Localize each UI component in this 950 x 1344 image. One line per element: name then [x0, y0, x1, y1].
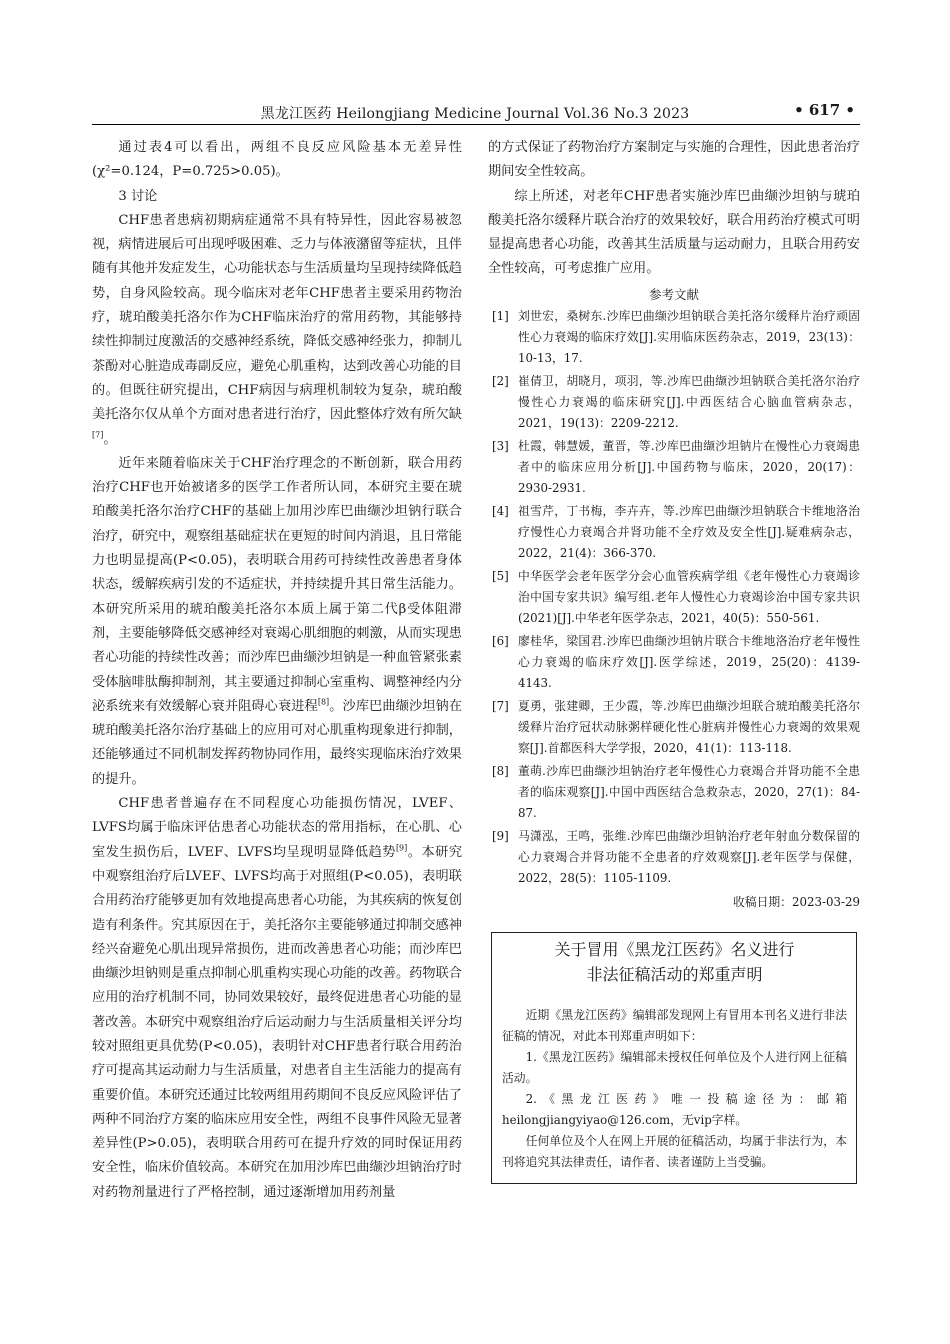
reference-item [488, 826, 860, 890]
reference-text: 廖桂华，梁国君.沙库巴曲缬沙坦钠片联合卡维地洛治疗老年慢性心力衰竭的临床疗效[J].医学综述，2019，25(20)：4139-4143. [518, 633, 860, 691]
notice-title: 非法征稿活动的郑重声明 [586, 965, 763, 984]
citation: [9] [395, 843, 408, 853]
paragraph-text: CHF患者患病初期病症通常不具有特异性，因此容易被忽视，病情进展后可出现呼吸困难、乏力与体液潴留等症状，且伴随有其他并发症发生，心功能状态与生活质量均呈现持续降低趋势，自身风险较高。现今临床对老年CHF患者主要采用药物治疗，琥珀酸美托洛尔作为CHF临床治疗的常用药物，其能够持续性抑制过度激活的交感神经系统，降低交感神经张力，抑制儿茶酚对心脏造成毒副反应，避免心肌重构，达到改善心功能的目的。但既往研究提出，CHF病因与病理机制较为复杂，琥珀酸美托洛尔仅从单个方面对患者进行治疗，因此整体疗效有所欠缺 [92, 212, 462, 423]
reference-item [488, 761, 860, 825]
paragraph-text: 近年来随着临床关于CHF治疗理念的不断创新，联合用药治疗CHF也开始被诸多的医学工作者所认同，本研究主要在琥珀酸美托洛尔治疗CHF的基础上加用沙库巴曲缬沙坦钠行联合治疗，研究中，观察组基础症状在更短的时间内消退，且日常能力也明显提高(P<0.05)，表明联合用药可持续性改善患者身体状态，缓解疾病引发的不适症状，并持续提升其日常生活能力。本研究所采用的琥珀酸美托洛尔本质上属于第二代β受体阻滞剂，主要能够降低交感神经对衰竭心肌细胞的刺激，从而实现患者心功能的持续性改善；而沙库巴曲缬沙坦钠是一种血管紧张素受体脑啡肽酶抑制剂，其主要通过抑制心室重构、调整神经内分泌系统来有效缓解心衰并阻碍心衰进程 [92, 455, 462, 714]
notice-paragraph: 2.《黑龙江医药》唯一投稿途径为：邮箱heilongjiangyiyao@126.com，无vip字样。 [502, 1092, 847, 1127]
reference-text: 祖雪芹，丁书梅，李卉卉，等.沙库巴曲缬沙坦钠联合卡维地洛治疗慢性心力衰竭合并肾功能不全疗效及安全性[J].疑难病杂志，2022，21(4)：366-370. [518, 503, 860, 561]
references-title: 参考文献 [648, 286, 699, 302]
notice-paragraph: 1.《黑龙江医药》编辑部未授权任何单位及个人进行网上征稿活动。 [502, 1050, 847, 1085]
paragraph [92, 452, 462, 792]
notice-paragraph: 任何单位及个人在网上开展的征稿活动，均属于非法行为，本刊将追究其法律责任，请作者、读者谨防上当受骗。 [502, 1134, 847, 1169]
header-rule [92, 124, 860, 125]
reference-number: [9] [492, 828, 509, 843]
paragraph-text: 。本研究中观察组治疗后LVEF、LVFS均高于对照组(P<0.05)，表明联合用药治疗能够更加有效地提高患者心功能，为其疾病的恢复创造有利条件。究其原因在于，美托洛尔主要能够通过抑制交感神经兴奋避免心肌出现异常损伤，进而改善患者心功能；而沙库巴曲缬沙坦钠则是重点抑制心肌重构实现心功能的改善。药物联合应用的治疗机制不同，协同效果较好，最终促进患者心功能的显著改善。本研究中观察组治疗后运动耐力与生活质量相关评分均较对照组更具优势(P<0.05)，表明针对CHF患者行联合用药治疗可提高其运动耐力与生活质量，对患者自主生活能力的提高有重要价值。本研究还通过比较两组用药期间不良反应风险评估了两种不同治疗方案的临床应用安全性，两组不良事件风险无显著差异性(P>0.05)，表明联合用药可在提升疗效的同时保证用药安全性，临床价值较高。本研究在加用沙库巴曲缬沙坦钠治疗时对药物剂量进行了严格控制，通过逐渐增加用药剂量 [92, 844, 463, 1200]
section-heading: 3 讨论 [118, 188, 158, 204]
reference-text: 马潇泓，王鸣，张维.沙库巴曲缬沙坦钠治疗老年射血分数保留的心力衰竭合并肾功能不全患者的疗效观察[J].老年医学与保健，2022，28(5)：1105-1109. [518, 828, 860, 886]
reference-number: [4] [492, 503, 509, 518]
reference-text: 董萌.沙库巴曲缬沙坦钠治疗老年慢性心力衰竭合并肾功能不全患者的临床观察[J].中国中西医结合急救杂志，2020，27(1)：84-87. [518, 763, 860, 821]
notice-title: 关于冒用《黑龙江医药》名义进行 [554, 940, 795, 959]
paragraph-text: 。 [103, 431, 117, 447]
citation: [7] [92, 430, 104, 440]
reference-number: [5] [492, 568, 509, 583]
reference-item [488, 696, 860, 760]
paragraph: 的方式保证了药物治疗方案制定与实施的合理性，因此患者治疗期间安全性较高。 [488, 140, 860, 180]
reference-item [488, 371, 860, 435]
reference-item [488, 631, 860, 695]
running-header: 黑龙江医药 Heilongjiang Medicine Journal Vol.36 No.3 2023 [260, 106, 690, 122]
notice-paragraph: 近期《黑龙江医药》编辑部发现网上有冒用本刊名义进行非法征稿的情况，对此本刊郑重声明如下： [502, 1008, 847, 1043]
reference-number: [2] [492, 373, 509, 388]
paragraph-text: CHF患者普遍存在不同程度心功能损伤情况，LVEF、LVFS均属于临床评估患者心功能状态的常用指标，在心肌、心室发生损伤后，LVEF、LVFS均呈现明显降低趋势 [92, 796, 462, 860]
reference-item [488, 436, 860, 500]
reference-text: 夏勇，张建卿，王少霞，等.沙库巴曲缬沙坦联合琥珀酸美托洛尔缓释片治疗冠状动脉粥样硬化性心脏病并慢性心力衰竭的效果观察[J].首都医科大学学报，2020，41(1)：113-118. [518, 698, 860, 756]
reference-number: [1] [492, 308, 509, 323]
received-date: 收稿日期：2023-03-29 [732, 895, 860, 910]
reference-number: [7] [492, 698, 509, 713]
reference-text: 刘世宏，桑树东.沙库巴曲缬沙坦钠联合美托洛尔缓释片治疗顽固性心力衰竭的临床疗效[J].实用临床医药杂志，2019，23(13)：10-13，17. [518, 308, 860, 366]
reference-item [488, 566, 860, 630]
paragraph-text: 。沙库巴曲缬沙坦钠在琥珀酸美托洛尔治疗基础上的应用可对心肌重构现象进行抑制，还能够通过不同机制发挥药物协同作用，最终实现临床治疗效果的提升。 [92, 698, 463, 787]
notice-body [502, 1005, 847, 1173]
reference-text: 崔倩卫，胡晓月，项羽，等.沙库巴曲缬沙坦钠联合美托洛尔治疗慢性心力衰竭的临床研究[J].中西医结合心脑血管病杂志，2021，19(13)：2209-2212. [518, 373, 860, 431]
reference-text: 中华医学会老年医学分会心血管疾病学组《老年慢性心力衰竭诊治中国专家共识》编写组.老年人慢性心力衰竭诊治中国专家共识(2021)[J].中华老年医学杂志，2021，40(5)：550-561. [518, 568, 860, 626]
reference-item [488, 306, 860, 370]
page-number: • 617 • [794, 101, 855, 119]
paragraph [92, 209, 462, 452]
reference-text: 杜霞，韩慧媛，董晋，等.沙库巴曲缬沙坦钠片在慢性心力衰竭患者中的临床应用分析[J].中国药物与临床，2020，20(17)：2930-2931. [518, 438, 860, 496]
notice-box [491, 932, 857, 1184]
citation: [8] [317, 697, 330, 707]
reference-number: [8] [492, 763, 509, 778]
reference-item [488, 501, 860, 565]
reference-number: [3] [492, 438, 509, 453]
paragraph [92, 792, 462, 1205]
reference-list [488, 306, 860, 890]
right-column [488, 136, 860, 913]
left-column [92, 136, 462, 1205]
paragraph: 通过表4可以看出，两组不良反应风险基本无差异性(χ²=0.124，P=0.725>0.05)。 [92, 140, 462, 180]
reference-number: [6] [492, 633, 509, 648]
paragraph: 综上所述，对老年CHF患者实施沙库巴曲缬沙坦钠与琥珀酸美托洛尔缓释片联合治疗的效果较好，联合用药治疗模式可明显提高患者心功能，改善其生活质量与运动耐力，且联合用药安全性较高，可考虑推广应用。 [488, 188, 860, 277]
